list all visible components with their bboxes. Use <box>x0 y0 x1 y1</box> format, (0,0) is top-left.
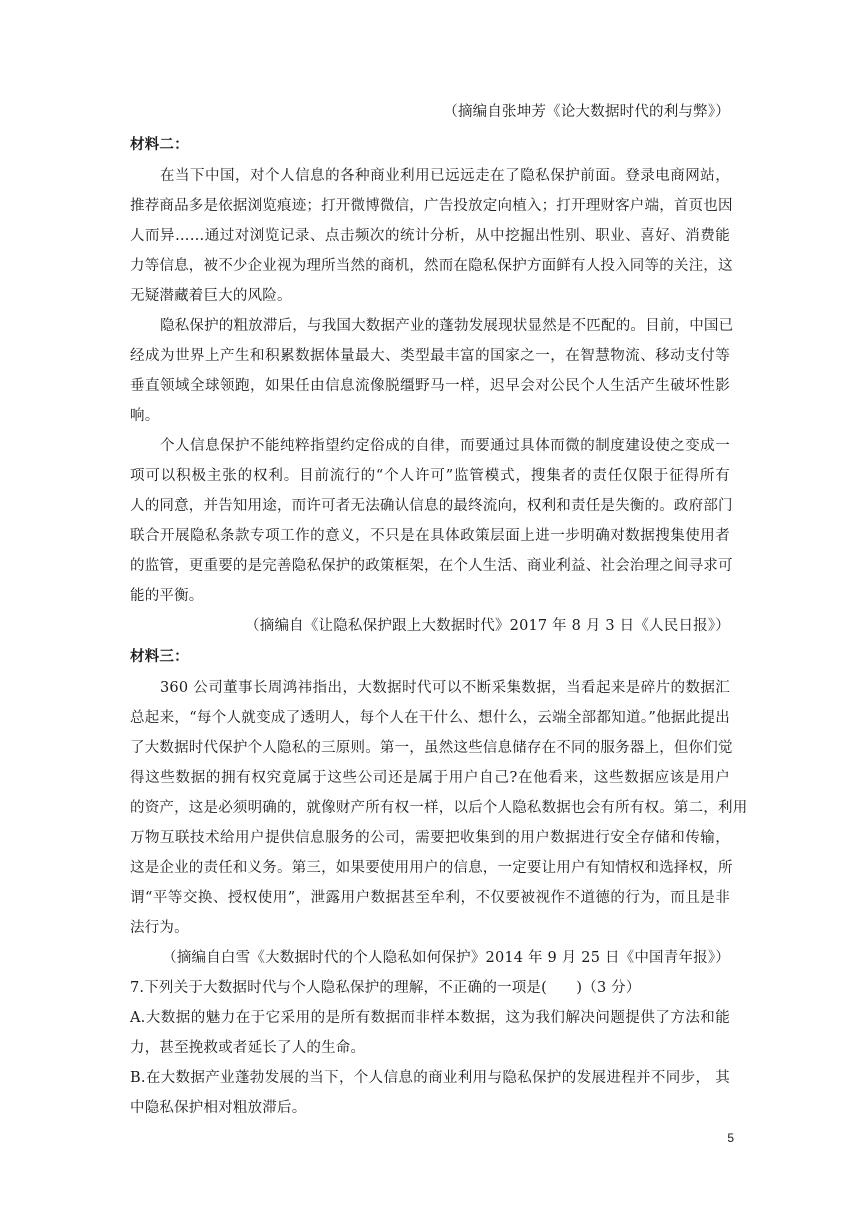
paragraph-line: 在当下中国，对个人信息的各种商业利用已远远走在了隐私保护前面。登录电商网站， <box>160 168 730 184</box>
paragraph-line: 经成为世界上产生和积累数据体量最大、类型最丰富的国家之一，在智慧物流、移动支付等 <box>130 348 730 364</box>
paragraph-line: 了大数据时代保护个人隐私的三原则。第一，虽然这些信息储存在不同的服务器上，但你们觉 <box>130 740 733 756</box>
paragraph-line: 个人信息保护不能纯粹指望约定俗成的自律，而要通过具体而微的制度建设使之变成一 <box>160 438 730 454</box>
paragraph-line: 无疑潜藏着巨大的风险。 <box>130 288 292 304</box>
paragraph-line: 能的平衡。 <box>130 588 204 604</box>
source-citation-3: （摘编自白雪《大数据时代的个人隐私如何保护》2014 年 9 月 25 日《中国青年报》） <box>162 950 730 966</box>
paragraph-line: 这是企业的责任和义务。第三，如果要使用用户的信息，一定要让用户有知情权和选择权，所 <box>130 860 733 876</box>
material-3-heading: 材料三： <box>130 649 189 665</box>
paragraph-line: 响。 <box>130 408 160 424</box>
paragraph-line: 法行为。 <box>130 920 189 936</box>
paragraph-line: 360 公司董事长周鸿祎指出，大数据时代可以不断采集数据，当看起来是碎片的数据汇 <box>160 680 730 696</box>
source-citation-1: （摘编自张坤芳《论大数据时代的利与弊》） <box>443 104 730 120</box>
paragraph-line: 隐私保护的粗放滞后，与我国大数据产业的蓬勃发展现状显然是不匹配的。目前，中国已 <box>160 318 734 334</box>
question-7-stem: 7.下列关于大数据时代与个人隐私保护的理解，不正确的一项是( )（3 分） <box>130 980 641 996</box>
question-7-option-a: A.大数据的魅力在于它采用的是所有数据而非样本数据，这为我们解决问题提供了方法和能 <box>130 1010 730 1026</box>
paragraph-line: 项可以积极主张的权利。目前流行的“个人许可”监管模式，搜集者的责任仅限于征得所有 <box>130 468 730 484</box>
source-citation-2: （摘编自《让隐私保护跟上大数据时代》2017 年 8 月 3 日《人民日报》） <box>245 618 730 634</box>
paragraph-line: 的监管，更重要的是完善隐私保护的政策框架，在个人生活、商业利益、社会治理之间寻求可 <box>130 558 733 574</box>
page-number: 5 <box>727 1131 734 1145</box>
paragraph-line: 联合开展隐私条款专项工作的意义，不只是在具体政策层面上进一步明确对数据搜集使用者 <box>130 528 730 544</box>
paragraph-line: 推荐商品多是依据浏览痕迹；打开微博微信，广告投放定向植入；打开理财客户端，首页也因 <box>130 198 733 214</box>
paragraph-line: 的资产，这是必须明确的，就像财产所有权一样，以后个人隐私数据也会有所有权。第二，利用 <box>130 800 748 816</box>
material-2-heading: 材料二： <box>130 137 189 153</box>
question-7-option-a: 力，甚至挽救或者延长了人的生命。 <box>130 1040 366 1056</box>
paragraph-line: 得这些数据的拥有权究竟属于这些公司还是属于用户自己?在他看来，这些数据应该是用户 <box>130 770 730 786</box>
paragraph-line: 谓“平等交换、授权使用”，泄露用户数据甚至牟利，不仅要被视作不道德的行为，而且是非 <box>130 890 730 906</box>
paragraph-line: 总起来，“每个人就变成了透明人，每个人在干什么、想什么，云端全部都知道。”他据此提出 <box>130 710 730 726</box>
paragraph-line: 万物互联技术给用户提供信息服务的公司，需要把收集到的用户数据进行安全存储和传输， <box>130 830 730 846</box>
paragraph-line: 力等信息，被不少企业视为理所当然的商机，然而在隐私保护方面鲜有人投入同等的关注，这 <box>130 258 733 274</box>
paragraph-line: 垂直领域全球领跑，如果任由信息流像脱缰野马一样，迟早会对公民个人生活产生破坏性影 <box>130 378 730 394</box>
paragraph-line: 人而异……通过对浏览记录、点击频次的统计分析，从中挖掘出性别、职业、喜好、消费能 <box>130 228 730 244</box>
question-7-option-b: B.在大数据产业蓬勃发展的当下，个人信息的商业利用与隐私保护的发展进程并不同步， 其 <box>130 1070 730 1086</box>
question-7-option-b: 中隐私保护相对粗放滞后。 <box>130 1100 307 1116</box>
paragraph-line: 人的同意，并告知用途，而许可者无法确认信息的最终流向，权利和责任是失衡的。政府部门 <box>130 498 733 514</box>
